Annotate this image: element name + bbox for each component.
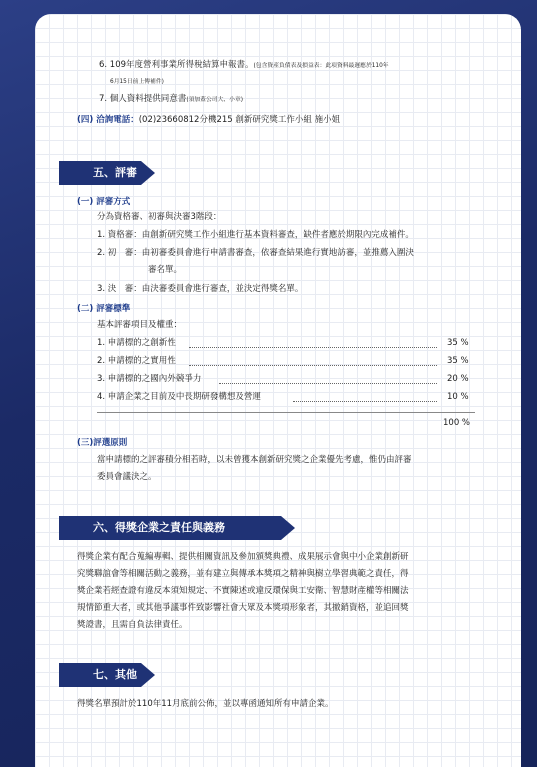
item-6 xyxy=(99,60,389,72)
criteria-divider xyxy=(97,412,475,413)
section-5-heading: 五、評審 xyxy=(93,166,137,179)
criteria-row-1-label: 1. 申請標的之創新性 xyxy=(97,338,176,348)
method-step-2-cont: 審名單。 xyxy=(148,265,183,275)
criteria-row-4-leader xyxy=(293,401,437,402)
principle-title: (三)評選原則 xyxy=(77,438,128,448)
criteria-row-4-weight: 10 % xyxy=(447,392,469,402)
criteria-row-2-weight: 35 % xyxy=(447,356,469,366)
item-6-note: (包含資產負債表及損益表：此項資料最遲應於110年 xyxy=(253,63,389,69)
method-step-2: 2. 初 審：由初審委員會進行申請書審查，依審查結果進行實地訪審，並推薦入圍決 xyxy=(97,248,414,258)
criteria-total: 100 % xyxy=(443,418,471,428)
criteria-row-2-label: 2. 申請標的之實用性 xyxy=(97,356,176,366)
criteria-row-3-label: 3. 申請標的之國內外競爭力 xyxy=(97,374,202,384)
item-6-text: 6. 109年度營利事業所得稅結算申報書。 xyxy=(99,60,254,70)
item-7-note: (須加蓋公司大、小章) xyxy=(186,97,244,103)
principle-line-2: 委員會議決之。 xyxy=(97,472,157,482)
criteria-row-1-leader xyxy=(189,347,437,348)
criteria-row-4-label: 4. 申請企業之目前及中長期研發構想及營運 xyxy=(97,392,261,402)
item-6-note-cont: 6月15日前上傳補件) xyxy=(110,79,164,85)
section-6-line-4: 規情節重大者，或其他爭議事件致影響社會大眾及本獎項形象者，其撤銷資格，並追回獎 xyxy=(77,603,409,613)
criteria-row-2-leader xyxy=(189,365,437,366)
principle-line-1: 當申請標的之評審積分相若時，以未曾獲本創新研究獎之企業優先考慮，惟仍由評審 xyxy=(97,455,412,465)
method-intro: 分為資格審、初審與決審3階段： xyxy=(97,212,222,222)
section-6-line-2: 究獎聯誼會等相關活動之義務，並有建立與傳承本獎項之精神與樹立學習典範之責任，得 xyxy=(77,569,409,579)
criteria-row-3-leader xyxy=(219,383,437,384)
section-6-line-3: 獎企業若經查證有違反本須知規定、不實陳述或違反環保與工安衛、智慧財產權等相關法 xyxy=(77,586,409,596)
section-7-line: 得獎名單預計於110年11月底前公佈，並以專函通知所有申請企業。 xyxy=(77,699,334,709)
contact-line xyxy=(77,115,340,126)
document-sheet xyxy=(35,14,521,767)
method-step-1: 1. 資格審：由創新研究獎工作小組進行基本資料審查，缺件者應於期限內完成補件。 xyxy=(97,230,414,240)
criteria-row-3-weight: 20 % xyxy=(447,374,469,384)
item-7-text: 7. 個人資料提供同意書 xyxy=(99,94,187,104)
method-title: (一) 評審方式 xyxy=(77,197,131,207)
section-6-line-5: 獎證書，且需自負法律責任。 xyxy=(77,620,188,630)
section-7-heading: 七、其他 xyxy=(93,668,137,681)
contact-label: (四) 洽詢電話： xyxy=(77,115,139,125)
item-7 xyxy=(99,94,243,106)
contact-value: (02)23660812分機215 創新研究獎工作小組 施小姐 xyxy=(138,115,341,125)
criteria-title: (二) 評審標準 xyxy=(77,304,131,314)
section-6-heading: 六、得獎企業之責任與義務 xyxy=(93,521,225,534)
criteria-intro: 基本評審項目及權重： xyxy=(97,320,183,330)
section-6-line-1: 得獎企業有配合蒐編專輯、提供相關資訊及參加頒獎典禮、成果展示會與中小企業創新研 xyxy=(77,552,409,562)
method-step-3: 3. 決 審：由決審委員會進行審查，並決定得獎名單。 xyxy=(97,284,304,294)
criteria-row-1-weight: 35 % xyxy=(447,338,469,348)
